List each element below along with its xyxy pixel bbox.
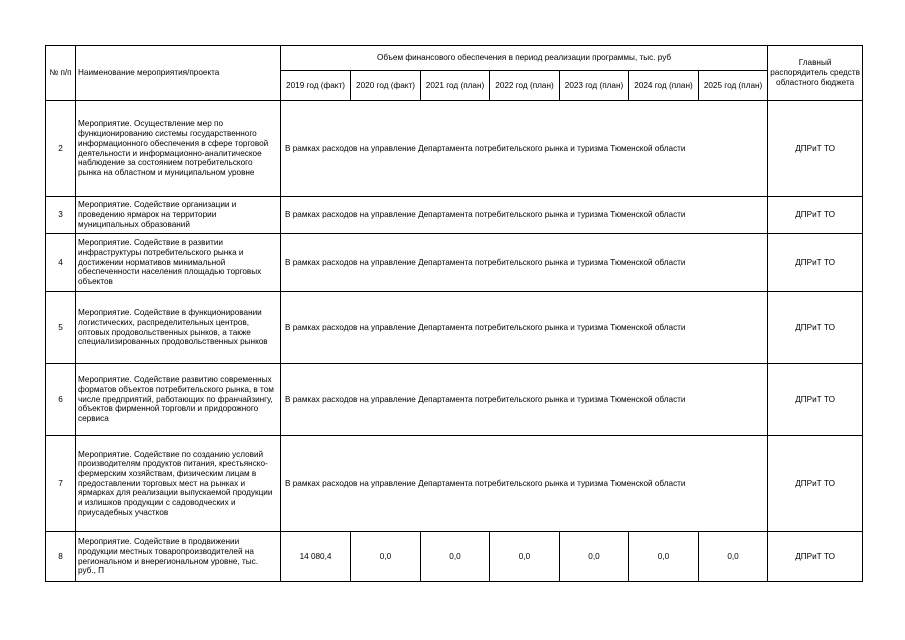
row-num: 7	[46, 436, 76, 532]
row-num: 2	[46, 101, 76, 197]
row-name: Мероприятие. Содействие в продвижении продукции местных товаропроизводителей на региональном и внерегиональном уровне, тыс. руб., П	[76, 532, 281, 582]
manager-cell: ДПРиТ ТО	[768, 364, 863, 436]
table-row	[46, 234, 863, 292]
table-row	[46, 436, 863, 532]
manager-cell: ДПРиТ ТО	[768, 197, 863, 234]
table-row	[46, 101, 863, 197]
manager-cell: ДПРиТ ТО	[768, 101, 863, 197]
header-year: 2020 год (факт)	[351, 71, 421, 101]
header-year: 2022 год (план)	[490, 71, 560, 101]
value-cell: 0,0	[351, 532, 421, 582]
row-name: Мероприятие. Содействие развитию современных форматов объектов потребительского рынка, в том числе предприятий, работающих по франчайзингу, объектов фирменной торговли и придорожного сервиса	[76, 364, 281, 436]
row-name: Мероприятие. Содействие в функционировании логистических, распределительных центров, оптовых продовольственных рынков, а также специализированных продовольственных рынков	[76, 292, 281, 364]
value-cell: 14 080,4	[281, 532, 351, 582]
value-cell: 0,0	[490, 532, 560, 582]
header-year: 2021 год (план)	[421, 71, 490, 101]
row-name: Мероприятие. Содействие по созданию условий производителям продуктов питания, крестьянско-фермерским хозяйствам, физическим лицам в предоставлении торговых мест на рынках и ярмарках для реализации выпускаемой продукции и излишков продукции с садоводческих и приусадебных участков	[76, 436, 281, 532]
header-year: 2025 год (план)	[699, 71, 768, 101]
header-year: 2019 год (факт)	[281, 71, 351, 101]
table-row	[46, 532, 863, 582]
header-num: № п/п	[46, 46, 76, 101]
header-name: Наименование мероприятия/проекта	[76, 46, 281, 101]
budget-note: В рамках расходов на управление Департамента потребительского рынка и туризма Тюменской области	[281, 364, 768, 436]
table-row	[46, 197, 863, 234]
row-num: 3	[46, 197, 76, 234]
value-cell: 0,0	[421, 532, 490, 582]
value-cell: 0,0	[560, 532, 629, 582]
row-num: 6	[46, 364, 76, 436]
funding-table	[45, 45, 863, 582]
budget-note: В рамках расходов на управление Департамента потребительского рынка и туризма Тюменской области	[281, 101, 768, 197]
table-row	[46, 364, 863, 436]
budget-note: В рамках расходов на управление Департамента потребительского рынка и туризма Тюменской области	[281, 292, 768, 364]
value-cell: 0,0	[699, 532, 768, 582]
budget-note: В рамках расходов на управление Департамента потребительского рынка и туризма Тюменской области	[281, 234, 768, 292]
manager-cell: ДПРиТ ТО	[768, 234, 863, 292]
manager-cell: ДПРиТ ТО	[768, 292, 863, 364]
row-name: Мероприятие. Содействие в развитии инфраструктуры потребительского рынка и достижении нормативов минимальной обеспеченности населения площадью торговых объектов	[76, 234, 281, 292]
manager-cell: ДПРиТ ТО	[768, 532, 863, 582]
table-row	[46, 292, 863, 364]
row-name: Мероприятие. Осуществление мер по функционированию системы государственного информационного обеспечения в сфере торговой деятельности и информационно-аналитическое наблюдение за состоянием потребительского рынка на областном и муниципальном уровне	[76, 101, 281, 197]
row-num: 4	[46, 234, 76, 292]
row-num: 8	[46, 532, 76, 582]
manager-cell: ДПРиТ ТО	[768, 436, 863, 532]
header-year: 2024 год (план)	[629, 71, 699, 101]
row-num: 5	[46, 292, 76, 364]
value-cell: 0,0	[629, 532, 699, 582]
header-funding: Объем финансового обеспечения в период реализации программы, тыс. руб	[281, 46, 768, 71]
header-manager: Главный распорядитель средств областного бюджета	[768, 46, 863, 101]
budget-note: В рамках расходов на управление Департамента потребительского рынка и туризма Тюменской области	[281, 436, 768, 532]
budget-note: В рамках расходов на управление Департамента потребительского рынка и туризма Тюменской области	[281, 197, 768, 234]
header-year: 2023 год (план)	[560, 71, 629, 101]
row-name: Мероприятие. Содействие организации и проведению ярмарок на территории муниципальных образований	[76, 197, 281, 234]
